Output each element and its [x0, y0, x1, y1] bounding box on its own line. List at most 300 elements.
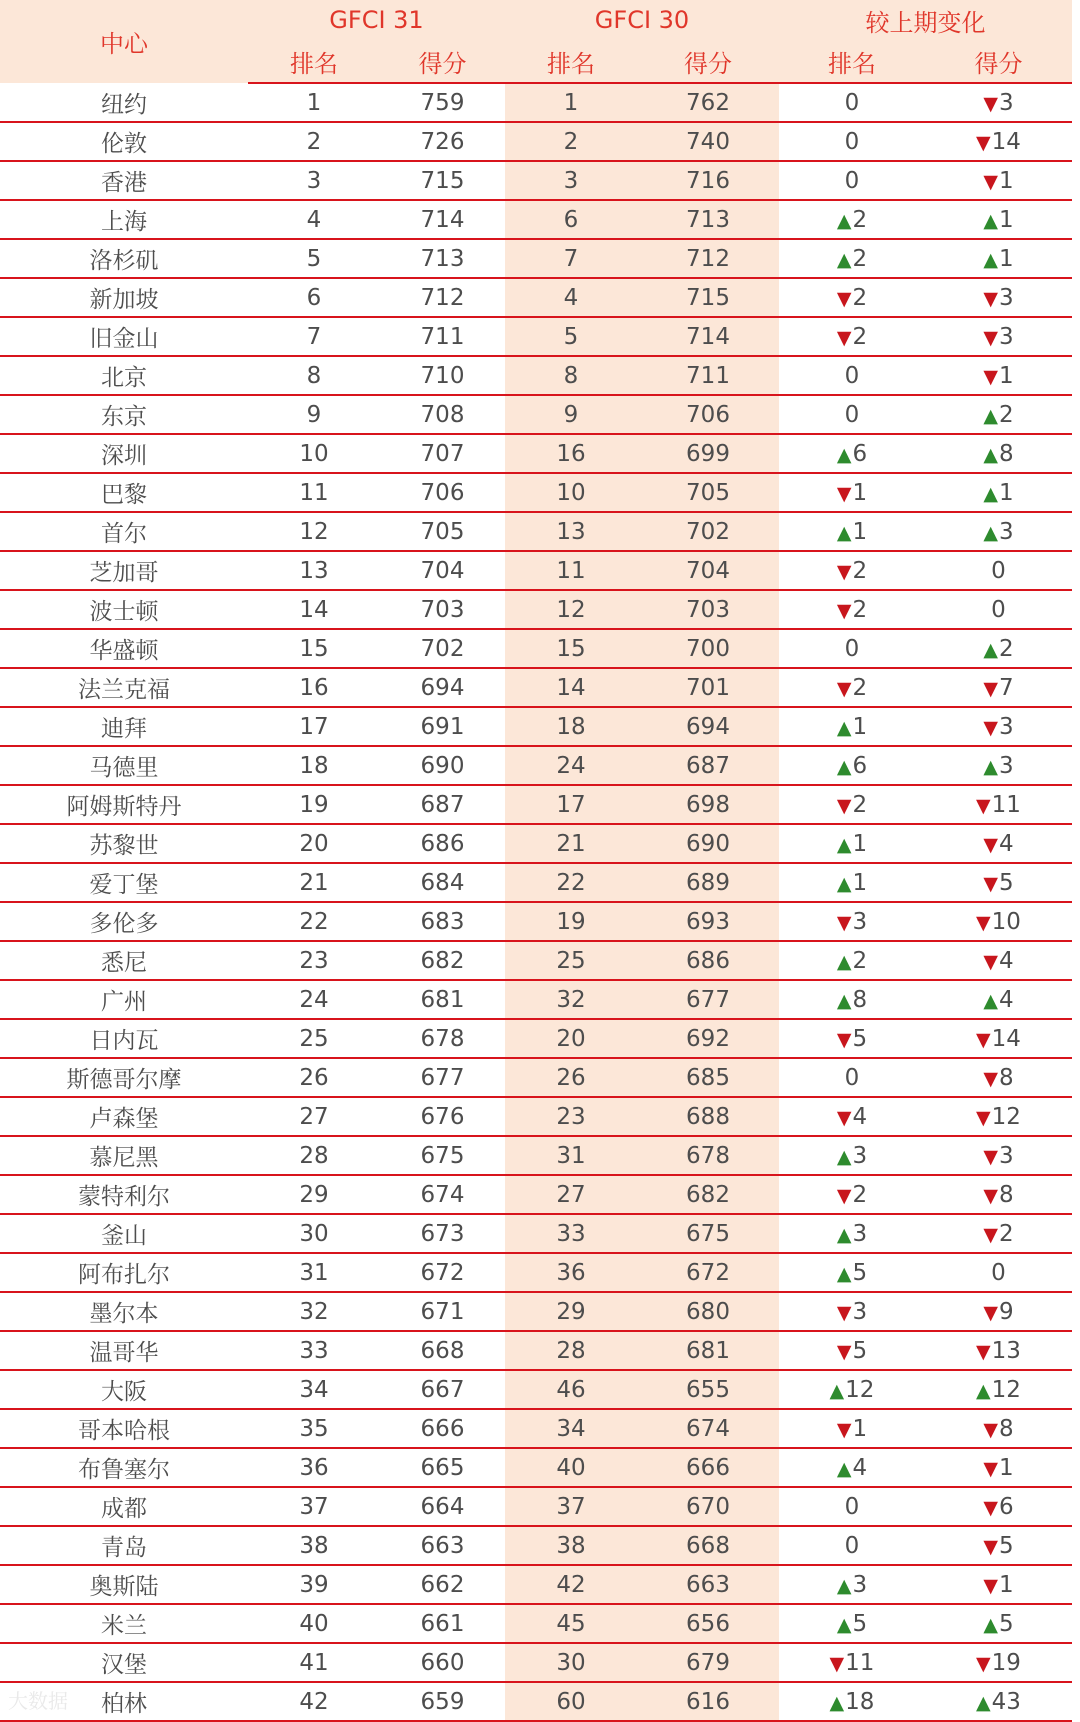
cell-r30: 19 — [505, 902, 637, 941]
cell-dr — [779, 785, 925, 824]
cell-dr: 0 — [779, 395, 925, 434]
table-header — [0, 0, 1072, 83]
down-arrow-icon: ▼ — [983, 1418, 998, 1441]
cell-r30: 32 — [505, 980, 637, 1019]
cell-dr — [779, 1253, 925, 1292]
table-row — [0, 1253, 1072, 1292]
cell-s30: 681 — [637, 1331, 779, 1370]
cell-city: 布鲁塞尔 — [0, 1448, 248, 1487]
change-value: 3 — [852, 1220, 868, 1247]
cell-city: 新加坡 — [0, 278, 248, 317]
down-arrow-icon: ▼ — [836, 1301, 852, 1324]
down-arrow-icon: ▼ — [983, 1145, 998, 1168]
cell-city: 马德里 — [0, 746, 248, 785]
change-value: 3 — [998, 284, 1014, 311]
up-arrow-icon: ▲ — [976, 1691, 991, 1714]
cell-r30: 1 — [505, 83, 637, 122]
cell-r31: 40 — [248, 1604, 380, 1643]
cell-ds — [925, 434, 1072, 473]
cell-s30: 699 — [637, 434, 779, 473]
table-row — [0, 1058, 1072, 1097]
header-gfci31-score: 得分 — [380, 40, 505, 83]
table-row — [0, 512, 1072, 551]
up-arrow-icon: ▲ — [983, 638, 998, 661]
cell-r31: 4 — [248, 200, 380, 239]
up-arrow-icon: ▲ — [836, 872, 852, 895]
cell-city: 墨尔本 — [0, 1292, 248, 1331]
table-row — [0, 1292, 1072, 1331]
change-value: 8 — [998, 1064, 1014, 1091]
cell-r31: 3 — [248, 161, 380, 200]
down-arrow-icon: ▼ — [976, 131, 991, 154]
change-value: 2 — [852, 206, 868, 233]
cell-dr — [779, 941, 925, 980]
down-arrow-icon: ▼ — [976, 911, 991, 934]
change-value: 12 — [845, 1376, 875, 1403]
cell-dr: 0 — [779, 1058, 925, 1097]
down-arrow-icon: ▼ — [836, 794, 852, 817]
change-value: 2 — [852, 947, 868, 974]
down-arrow-icon: ▼ — [983, 1574, 998, 1597]
cell-ds — [925, 824, 1072, 863]
up-arrow-icon: ▲ — [836, 1223, 852, 1246]
cell-s30: 655 — [637, 1370, 779, 1409]
cell-ds — [925, 239, 1072, 278]
cell-s31: 672 — [380, 1253, 505, 1292]
cell-r31: 1 — [248, 83, 380, 122]
cell-dr — [779, 200, 925, 239]
table-row — [0, 863, 1072, 902]
cell-s31: 676 — [380, 1097, 505, 1136]
cell-r31: 26 — [248, 1058, 380, 1097]
down-arrow-icon: ▼ — [983, 1535, 998, 1558]
cell-s31: 675 — [380, 1136, 505, 1175]
cell-ds: 0 — [925, 590, 1072, 629]
change-value: 1 — [852, 713, 868, 740]
cell-r30: 34 — [505, 1409, 637, 1448]
up-arrow-icon: ▲ — [983, 248, 998, 271]
change-value: 2 — [998, 1220, 1014, 1247]
cell-s30: 700 — [637, 629, 779, 668]
up-arrow-icon: ▲ — [836, 1457, 852, 1480]
cell-s30: 680 — [637, 1292, 779, 1331]
cell-ds — [925, 473, 1072, 512]
cell-r31: 23 — [248, 941, 380, 980]
cell-s30: 689 — [637, 863, 779, 902]
cell-r30: 7 — [505, 239, 637, 278]
cell-r30: 60 — [505, 1682, 637, 1721]
up-arrow-icon: ▲ — [836, 248, 852, 271]
cell-dr — [779, 473, 925, 512]
cell-city: 哥本哈根 — [0, 1409, 248, 1448]
cell-r31: 35 — [248, 1409, 380, 1448]
up-arrow-icon: ▲ — [836, 755, 852, 778]
change-value: 1 — [852, 479, 868, 506]
change-value: 3 — [998, 1142, 1014, 1169]
up-arrow-icon: ▲ — [829, 1691, 845, 1714]
cell-s31: 708 — [380, 395, 505, 434]
cell-s30: 716 — [637, 161, 779, 200]
cell-s31: 668 — [380, 1331, 505, 1370]
cell-s30: 711 — [637, 356, 779, 395]
cell-r30: 30 — [505, 1643, 637, 1682]
cell-s31: 712 — [380, 278, 505, 317]
down-arrow-icon: ▼ — [836, 677, 852, 700]
down-arrow-icon: ▼ — [983, 170, 998, 193]
cell-s30: 690 — [637, 824, 779, 863]
table-row — [0, 746, 1072, 785]
down-arrow-icon: ▼ — [983, 872, 998, 895]
change-value: 3 — [852, 1298, 868, 1325]
cell-r30: 3 — [505, 161, 637, 200]
cell-s31: 681 — [380, 980, 505, 1019]
cell-s30: 740 — [637, 122, 779, 161]
table-row — [0, 668, 1072, 707]
change-value: 3 — [852, 1142, 868, 1169]
cell-r31: 42 — [248, 1682, 380, 1721]
table-row — [0, 122, 1072, 161]
cell-dr — [779, 1370, 925, 1409]
cell-city: 悉尼 — [0, 941, 248, 980]
up-arrow-icon: ▲ — [836, 833, 852, 856]
cell-s31: 687 — [380, 785, 505, 824]
cell-s30: 762 — [637, 83, 779, 122]
cell-ds — [925, 1058, 1072, 1097]
change-value: 14 — [991, 1025, 1021, 1052]
cell-city: 奥斯陆 — [0, 1565, 248, 1604]
change-value: 3 — [852, 908, 868, 935]
cell-dr — [779, 1604, 925, 1643]
change-value: 2 — [852, 1181, 868, 1208]
cell-s30: 692 — [637, 1019, 779, 1058]
cell-city: 多伦多 — [0, 902, 248, 941]
cell-city: 法兰克福 — [0, 668, 248, 707]
cell-s31: 662 — [380, 1565, 505, 1604]
up-arrow-icon: ▲ — [836, 950, 852, 973]
cell-r31: 6 — [248, 278, 380, 317]
down-arrow-icon: ▼ — [829, 1652, 845, 1675]
cell-s30: 616 — [637, 1682, 779, 1721]
down-arrow-icon: ▼ — [976, 1106, 991, 1129]
table-row — [0, 356, 1072, 395]
cell-s31: 707 — [380, 434, 505, 473]
cell-r30: 22 — [505, 863, 637, 902]
cell-s30: 704 — [637, 551, 779, 590]
change-value: 18 — [845, 1688, 875, 1715]
cell-city: 釜山 — [0, 1214, 248, 1253]
cell-s31: 667 — [380, 1370, 505, 1409]
cell-r30: 18 — [505, 707, 637, 746]
change-value: 3 — [998, 89, 1014, 116]
table-row — [0, 1331, 1072, 1370]
cell-r30: 38 — [505, 1526, 637, 1565]
cell-r31: 32 — [248, 1292, 380, 1331]
cell-city: 青岛 — [0, 1526, 248, 1565]
up-arrow-icon: ▲ — [983, 755, 998, 778]
change-value: 1 — [852, 830, 868, 857]
cell-city: 阿布扎尔 — [0, 1253, 248, 1292]
change-value: 11 — [991, 791, 1021, 818]
cell-r30: 15 — [505, 629, 637, 668]
cell-r30: 11 — [505, 551, 637, 590]
cell-s30: 686 — [637, 941, 779, 980]
table-row — [0, 200, 1072, 239]
change-value: 7 — [998, 674, 1014, 701]
cell-dr — [779, 746, 925, 785]
cell-dr — [779, 1565, 925, 1604]
cell-ds — [925, 122, 1072, 161]
cell-s31: 684 — [380, 863, 505, 902]
cell-city: 蒙特利尔 — [0, 1175, 248, 1214]
cell-s30: 675 — [637, 1214, 779, 1253]
cell-ds — [925, 668, 1072, 707]
cell-s31: 663 — [380, 1526, 505, 1565]
table-row — [0, 239, 1072, 278]
down-arrow-icon: ▼ — [976, 1340, 991, 1363]
cell-dr — [779, 1136, 925, 1175]
cell-dr — [779, 512, 925, 551]
cell-city: 芝加哥 — [0, 551, 248, 590]
change-value: 2 — [852, 791, 868, 818]
table-row — [0, 434, 1072, 473]
cell-r30: 25 — [505, 941, 637, 980]
cell-dr — [779, 863, 925, 902]
table-row — [0, 1097, 1072, 1136]
cell-city: 大阪 — [0, 1370, 248, 1409]
cell-r30: 36 — [505, 1253, 637, 1292]
up-arrow-icon: ▲ — [836, 1574, 852, 1597]
cell-s31: 690 — [380, 746, 505, 785]
cell-r31: 18 — [248, 746, 380, 785]
cell-city: 爱丁堡 — [0, 863, 248, 902]
cell-ds — [925, 1643, 1072, 1682]
cell-dr — [779, 1331, 925, 1370]
change-value: 6 — [852, 440, 868, 467]
table-row — [0, 1370, 1072, 1409]
cell-dr — [779, 980, 925, 1019]
table-row — [0, 707, 1072, 746]
up-arrow-icon: ▲ — [983, 404, 998, 427]
cell-r30: 24 — [505, 746, 637, 785]
cell-r31: 33 — [248, 1331, 380, 1370]
change-value: 5 — [998, 1610, 1014, 1637]
cell-r31: 29 — [248, 1175, 380, 1214]
cell-dr — [779, 668, 925, 707]
table-body — [0, 83, 1072, 1721]
cell-ds — [925, 1448, 1072, 1487]
cell-r30: 17 — [505, 785, 637, 824]
cell-r30: 4 — [505, 278, 637, 317]
cell-r31: 37 — [248, 1487, 380, 1526]
table-row — [0, 278, 1072, 317]
cell-ds — [925, 1565, 1072, 1604]
table-row — [0, 1643, 1072, 1682]
cell-dr — [779, 1019, 925, 1058]
cell-r30: 29 — [505, 1292, 637, 1331]
change-value: 5 — [852, 1025, 868, 1052]
cell-r31: 9 — [248, 395, 380, 434]
cell-r31: 17 — [248, 707, 380, 746]
cell-r31: 14 — [248, 590, 380, 629]
change-value: 1 — [852, 518, 868, 545]
cell-s30: 682 — [637, 1175, 779, 1214]
cell-s31: 674 — [380, 1175, 505, 1214]
down-arrow-icon: ▼ — [983, 716, 998, 739]
change-value: 8 — [998, 1181, 1014, 1208]
watermark: 大数据 — [8, 1689, 68, 1713]
table-row — [0, 1487, 1072, 1526]
cell-ds — [925, 941, 1072, 980]
cell-s30: 698 — [637, 785, 779, 824]
cell-s30: 677 — [637, 980, 779, 1019]
cell-ds — [925, 629, 1072, 668]
change-value: 4 — [998, 986, 1014, 1013]
change-value: 2 — [852, 284, 868, 311]
down-arrow-icon: ▼ — [836, 1106, 852, 1129]
cell-r30: 26 — [505, 1058, 637, 1097]
cell-city: 上海 — [0, 200, 248, 239]
cell-s30: 679 — [637, 1643, 779, 1682]
change-value: 43 — [991, 1688, 1021, 1715]
cell-r30: 8 — [505, 356, 637, 395]
down-arrow-icon: ▼ — [983, 1301, 998, 1324]
cell-r31: 19 — [248, 785, 380, 824]
cell-s31: 713 — [380, 239, 505, 278]
cell-dr — [779, 551, 925, 590]
up-arrow-icon: ▲ — [983, 1613, 998, 1636]
table-row — [0, 551, 1072, 590]
cell-dr — [779, 1448, 925, 1487]
header-gfci30-rank: 排名 — [505, 40, 637, 83]
cell-dr: 0 — [779, 356, 925, 395]
header-gfci31-rank: 排名 — [248, 40, 380, 83]
change-value: 5 — [852, 1259, 868, 1286]
change-value: 1 — [998, 167, 1014, 194]
change-value: 2 — [852, 596, 868, 623]
change-value: 2 — [852, 674, 868, 701]
change-value: 4 — [852, 1454, 868, 1481]
change-value: 2 — [998, 635, 1014, 662]
cell-dr — [779, 434, 925, 473]
cell-s31: 715 — [380, 161, 505, 200]
cell-city: 深圳 — [0, 434, 248, 473]
cell-ds — [925, 1292, 1072, 1331]
cell-r30: 21 — [505, 824, 637, 863]
cell-city: 波士顿 — [0, 590, 248, 629]
cell-city: 巴黎 — [0, 473, 248, 512]
table-row — [0, 785, 1072, 824]
cell-city: 洛杉矶 — [0, 239, 248, 278]
cell-r31: 22 — [248, 902, 380, 941]
cell-ds — [925, 1097, 1072, 1136]
cell-ds — [925, 1682, 1072, 1721]
header-gfci30: GFCI 30 — [505, 0, 779, 40]
up-arrow-icon: ▲ — [976, 1379, 991, 1402]
change-value: 5 — [998, 1532, 1014, 1559]
cell-s31: 694 — [380, 668, 505, 707]
cell-dr — [779, 1214, 925, 1253]
table-row — [0, 83, 1072, 122]
cell-ds — [925, 1019, 1072, 1058]
cell-r31: 2 — [248, 122, 380, 161]
up-arrow-icon: ▲ — [836, 1145, 852, 1168]
cell-city: 斯德哥尔摩 — [0, 1058, 248, 1097]
cell-city: 北京 — [0, 356, 248, 395]
cell-city: 柏林 — [0, 1682, 248, 1721]
table-row — [0, 1682, 1072, 1721]
change-value: 1 — [998, 479, 1014, 506]
down-arrow-icon: ▼ — [983, 1223, 998, 1246]
cell-ds — [925, 1409, 1072, 1448]
change-value: 12 — [991, 1376, 1021, 1403]
cell-s30: 706 — [637, 395, 779, 434]
down-arrow-icon: ▼ — [836, 911, 852, 934]
down-arrow-icon: ▼ — [983, 677, 998, 700]
table-row — [0, 1136, 1072, 1175]
table-row — [0, 473, 1072, 512]
cell-s31: 661 — [380, 1604, 505, 1643]
change-value: 1 — [998, 245, 1014, 272]
cell-s31: 714 — [380, 200, 505, 239]
cell-city: 苏黎世 — [0, 824, 248, 863]
table-row — [0, 824, 1072, 863]
cell-s31: 705 — [380, 512, 505, 551]
cell-dr: 0 — [779, 1526, 925, 1565]
up-arrow-icon: ▲ — [836, 443, 852, 466]
cell-ds — [925, 707, 1072, 746]
table-row — [0, 1526, 1072, 1565]
change-value: 5 — [852, 1337, 868, 1364]
cell-ds — [925, 83, 1072, 122]
change-value: 3 — [998, 713, 1014, 740]
cell-r31: 7 — [248, 317, 380, 356]
up-arrow-icon: ▲ — [983, 521, 998, 544]
change-value: 11 — [845, 1649, 875, 1676]
cell-ds — [925, 1214, 1072, 1253]
cell-s30: 674 — [637, 1409, 779, 1448]
cell-dr — [779, 1097, 925, 1136]
change-value: 1 — [998, 1454, 1014, 1481]
table-row — [0, 1565, 1072, 1604]
cell-r31: 30 — [248, 1214, 380, 1253]
cell-s31: 673 — [380, 1214, 505, 1253]
cell-r30: 2 — [505, 122, 637, 161]
cell-s30: 678 — [637, 1136, 779, 1175]
down-arrow-icon: ▼ — [836, 1340, 852, 1363]
cell-ds: 0 — [925, 1253, 1072, 1292]
change-value: 2 — [998, 401, 1014, 428]
cell-s30: 703 — [637, 590, 779, 629]
change-value: 1 — [852, 1415, 868, 1442]
cell-r30: 16 — [505, 434, 637, 473]
cell-r31: 12 — [248, 512, 380, 551]
cell-s31: 671 — [380, 1292, 505, 1331]
cell-dr: 0 — [779, 1487, 925, 1526]
cell-dr — [779, 1643, 925, 1682]
cell-city: 纽约 — [0, 83, 248, 122]
down-arrow-icon: ▼ — [983, 1184, 998, 1207]
cell-s30: 714 — [637, 317, 779, 356]
cell-r31: 11 — [248, 473, 380, 512]
down-arrow-icon: ▼ — [983, 1496, 998, 1519]
cell-city: 华盛顿 — [0, 629, 248, 668]
change-value: 4 — [852, 1103, 868, 1130]
header-change-rank: 排名 — [779, 40, 925, 83]
cell-s31: 683 — [380, 902, 505, 941]
cell-r31: 15 — [248, 629, 380, 668]
cell-r30: 9 — [505, 395, 637, 434]
change-value: 1 — [998, 1571, 1014, 1598]
